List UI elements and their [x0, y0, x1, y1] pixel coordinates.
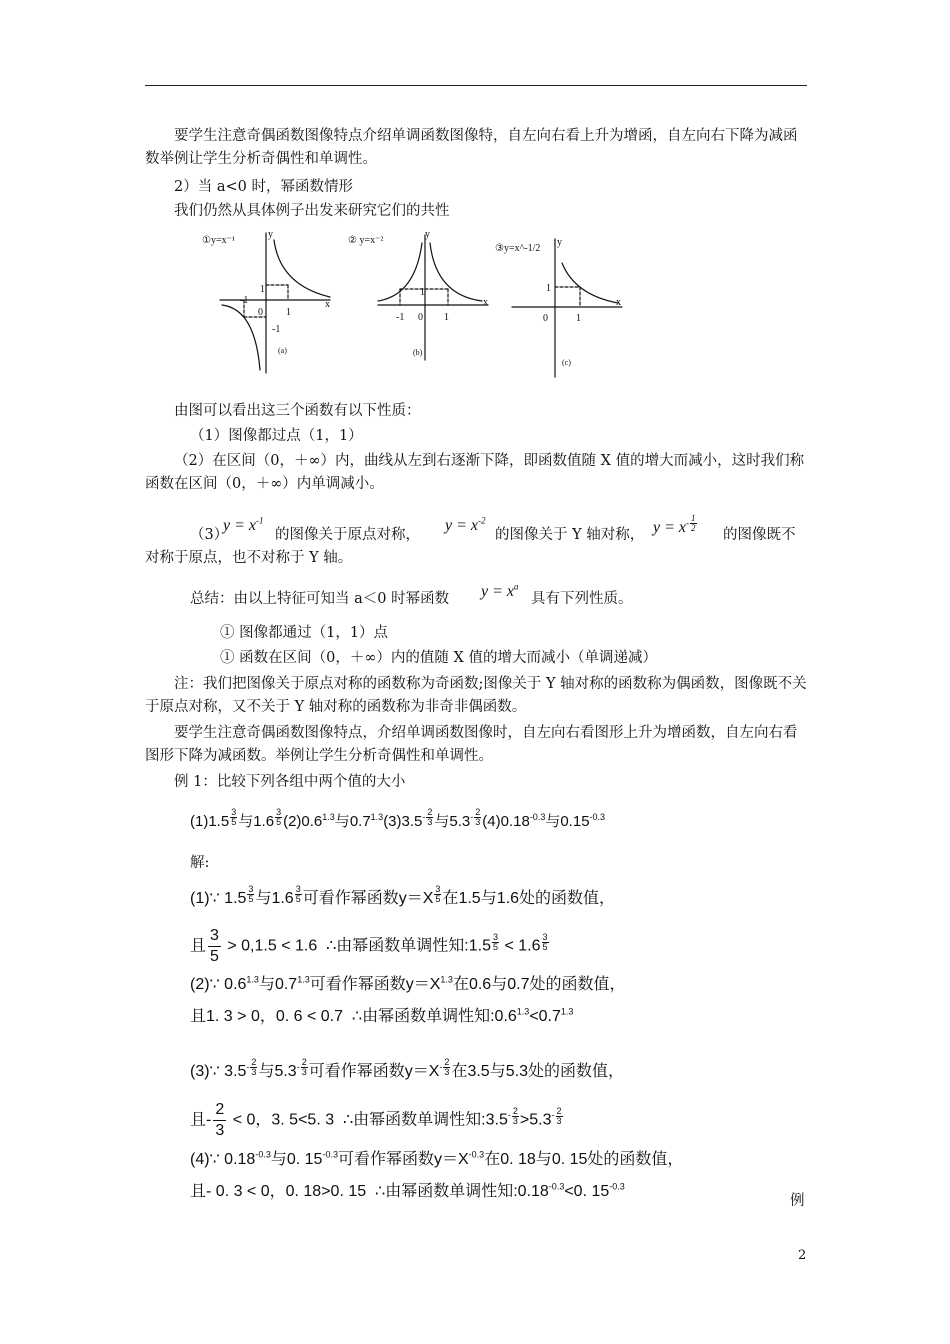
solution-1-line1: (1)∵ 1.5 $^{\frac{3}{5}}$ 与1.6 $^{\frac{3}{5}}$ 可看作幂函数y＝X $^{\frac{3}{5}}$ 在1.5与1.6处的函数值， [190, 884, 615, 908]
list-item: ① 图像都通过（1，1）点 [220, 625, 389, 641]
svg-text:1: 1 [546, 283, 551, 294]
svg-text:-1: -1 [240, 295, 249, 306]
graph-a-y: y [268, 229, 273, 240]
example-title: 例 1：比较下列各组中两个值的大小 [174, 774, 406, 790]
paragraph-monotonic: 要学生注意奇偶函数图像特点，介绍单调函数图像时，自左向右看图形上升为增函数，自左向右看图形下降为减函数。举例让学生分析奇偶性和单调性。 [145, 725, 798, 764]
power-function-graphs [200, 225, 630, 380]
svg-text:0: 0 [418, 312, 423, 323]
property-2: （2）在区间（0，＋∞）内，曲线从左到右逐渐下降，即函数值随 X 值的增大而减小，这时我们称函数在区间（0，＋∞）内单调减小。 [145, 453, 805, 492]
graph-b-y: y [425, 229, 430, 240]
graph-c-title: ③y=x^-1/2 [495, 243, 541, 254]
solution-2-line2: 且1. 3 > 0，0. 6 < 0.7 ∴由幂函数单调性知$:0.6^{1.3}<0.7^{1.3}$ [190, 1006, 574, 1025]
trailing-text: 例 [790, 1193, 805, 1209]
svg-text:1: 1 [260, 284, 265, 295]
svg-text:-1: -1 [272, 324, 281, 335]
example-problems: (1)1.5 $^{\frac{3}{5}}$ 与1.6 $^{\frac{3}{5}}$ $(2)0.6^{1.3}$与$0.7^{1.3}(3)3.5^{- \frac{2}{3}}$ 与$5.3^{- \frac{2}{3}}$ $(4)0.18^{-0.3}$与$0.15^{-0.3}$ [190, 807, 606, 830]
svg-text:1: 1 [420, 287, 425, 298]
graph-a-title: ①y=x⁻¹ [202, 235, 235, 246]
list-item: ① 函数在区间（0，＋∞）内的值随 X 值的增大而减小（单调递减） [220, 650, 657, 666]
graph-c-x: x [616, 297, 621, 308]
solution-4-line1: (4)∵ $0.18^{-0.3}$与0. $15^{-0.3}$可看作幂函数$y=X^{-0.3}$在0. 18与0. 15处的函数值， [190, 1149, 684, 1168]
svg-text:1: 1 [444, 312, 449, 323]
solution-4-line2: 且- 0. 3 < 0，0. 18>0. 15 ∴由幂函数单调性知$:0.18^{-0.3}<0$. $15^{-0.3}$ [190, 1181, 625, 1200]
properties-intro: 由图可以看出这三个函数有以下性质： [174, 403, 421, 419]
graph-a-caption: (a) [278, 346, 287, 355]
solution-label: 解: [190, 855, 210, 871]
graph-b-title: ② y=x⁻² [348, 235, 384, 246]
graph-b-caption: (b) [413, 348, 423, 357]
svg-text:1: 1 [286, 307, 291, 318]
solution-1-line2: 且 $\frac{3}{5}$ > 0,1.5 < 1.6 ∴由幂函数单调性知:1.5 $^{\frac{3}{5}}$ < 1.6 $^{\frac{3}{5}}$ [190, 927, 548, 965]
svg-text:-1: -1 [396, 312, 405, 323]
property-3-cont: 对称于原点，也不对称于 Y 轴。 [145, 550, 353, 566]
graph-c-y: y [557, 237, 562, 248]
svg-text:0: 0 [258, 307, 263, 318]
header-rule [145, 85, 807, 86]
case-heading: 2）当 a<0 时，幂函数情形 [174, 179, 353, 195]
solution-3-line1: (3)∵ $3.5^{- \frac{2}{3}}$ 与$5.3^{- \frac{2}{3}}$ 可看作幂函数$y=X^{- \frac{2}{3}}$ 在3.5与5.3处的函数值， [190, 1057, 624, 1081]
svg-text:1: 1 [576, 313, 581, 324]
paragraph-intro: 要学生注意奇偶函数图像特点介绍单调函数图像特，自左向右看上升为增函，自左向右下降为减函数举例让学生分析奇偶性和单调性。 [145, 128, 798, 167]
note-paragraph: 注：我们把图像关于原点对称的函数称为奇函数;图像关于 Y 轴对称的函数称为偶函数，图像既不关于原点对称，又不关于 Y 轴对称的函数称为非奇非偶函数。 [145, 676, 807, 715]
solution-3-line2: 且- $\frac{2}{3}$ < 0，3. 5<5. 3 ∴由幂函数单调性知$:3.5^{- \frac{2}{3}}$ $>5.3^{- \frac{2}{3}}$ [190, 1101, 562, 1139]
graph-b-x: x [483, 297, 488, 308]
property-1: （1）图像都过点（1，1） [190, 428, 363, 444]
intro-sentence: 我们仍然从具体例子出发来研究它们的共性 [174, 203, 450, 219]
graph-a-x: x [325, 299, 330, 310]
page-number: 2 [798, 1248, 807, 1263]
graph-c-caption: (c) [562, 358, 571, 367]
solution-2-line1: (2)∵ $0.6^{1.3}$与$0.7^{1.3}$可看作幂函数$y=X^{1.3}$在0.6与0.7处的函数值， [190, 974, 626, 993]
svg-text:0: 0 [543, 313, 548, 324]
